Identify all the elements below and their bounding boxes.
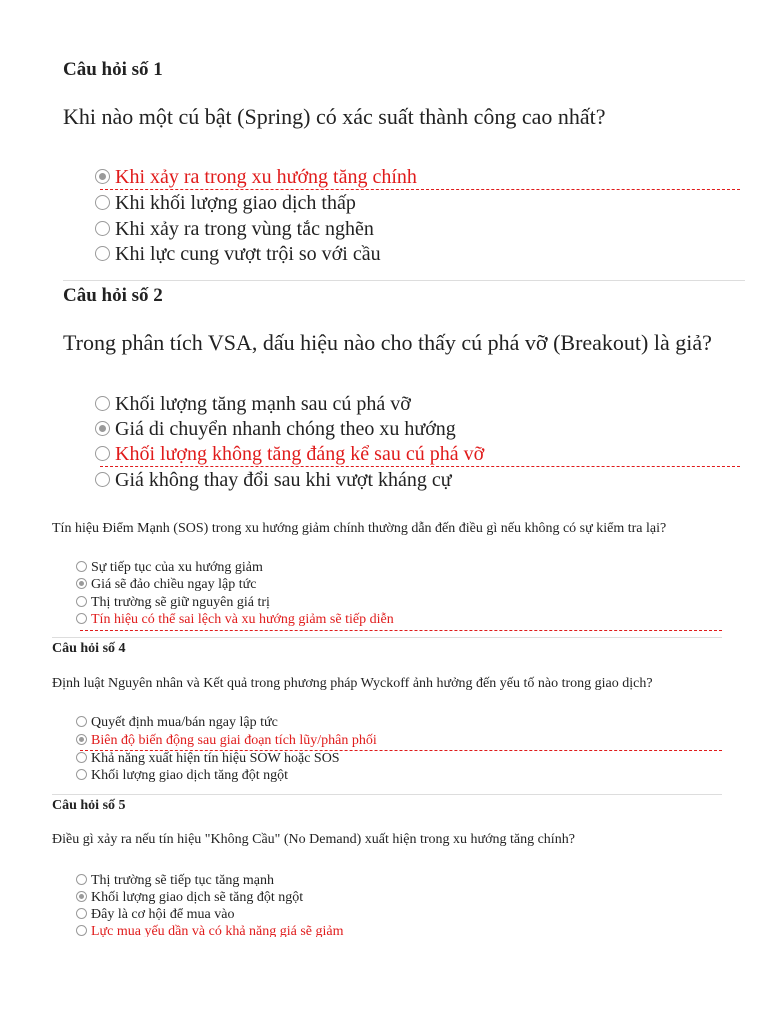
answer-option[interactable] <box>95 243 381 266</box>
answer-option[interactable] <box>76 768 288 784</box>
answer-option-label: Đây là cơ hội để mua vào <box>91 907 235 922</box>
answer-option-label: Khi xảy ra trong vùng tắc nghẽn <box>115 218 374 240</box>
radio-icon[interactable] <box>76 874 87 885</box>
radio-selected-icon[interactable] <box>76 891 87 902</box>
answer-option-label: Thị trường sẽ giữ nguyên giá trị <box>91 595 270 610</box>
answer-option-label: Khi lực cung vượt trội so với cầu <box>115 243 381 265</box>
question-text: Tín hiệu Điểm Mạnh (SOS) trong xu hướng giảm chính thường dẫn đến điều gì nếu không có sự kiểm tra lại? <box>52 521 667 536</box>
radio-icon[interactable] <box>95 246 110 261</box>
answer-option[interactable] <box>76 924 344 937</box>
answer-option-label: Lực mua yếu dần và có khả năng giá sẽ giảm <box>91 924 344 937</box>
question-text: Trong phân tích VSA, dấu hiệu nào cho thấy cú phá vỡ (Breakout) là giả? <box>63 330 712 355</box>
radio-icon[interactable] <box>76 716 87 727</box>
radio-icon[interactable] <box>76 769 87 780</box>
answer-option[interactable] <box>95 443 484 466</box>
answer-option[interactable] <box>95 192 356 215</box>
answer-option-label: Giá sẽ đảo chiều ngay lập tức <box>91 577 257 592</box>
radio-selected-icon[interactable] <box>95 421 110 436</box>
answer-option-label: Quyết định mua/bán ngay lập tức <box>91 715 278 730</box>
highlight-underline <box>100 189 740 190</box>
radio-icon[interactable] <box>95 396 110 411</box>
answer-option-label: Khi khối lượng giao dịch thấp <box>115 192 356 214</box>
answer-option[interactable] <box>76 907 234 923</box>
answer-option-label: Thị trường sẽ tiếp tục tăng mạnh <box>91 873 274 888</box>
answer-option[interactable] <box>76 577 256 593</box>
answer-option-label: Sự tiếp tục của xu hướng giảm <box>91 560 263 575</box>
radio-icon[interactable] <box>76 596 87 607</box>
question-title: Câu hỏi số 4 <box>52 641 126 656</box>
answer-option[interactable] <box>95 469 452 492</box>
radio-selected-icon[interactable] <box>95 169 110 184</box>
radio-icon[interactable] <box>76 908 87 919</box>
question-separator <box>52 637 722 638</box>
radio-icon[interactable] <box>76 561 87 572</box>
answer-option[interactable] <box>76 751 340 767</box>
radio-selected-icon[interactable] <box>76 734 87 745</box>
answer-option-label: Giá di chuyển nhanh chóng theo xu hướng <box>115 418 456 440</box>
question-title: Câu hỏi số 2 <box>63 285 163 306</box>
radio-icon[interactable] <box>95 446 110 461</box>
question-text: Định luật Nguyên nhân và Kết quả trong phương pháp Wyckoff ảnh hưởng đến yếu tố nào trong giao dịch? <box>52 676 653 691</box>
answer-option[interactable] <box>76 595 270 611</box>
answer-option-label: Khi xảy ra trong xu hướng tăng chính <box>115 166 417 188</box>
question-title: Câu hỏi số 1 <box>63 59 163 80</box>
answer-option[interactable] <box>76 733 377 749</box>
answer-option[interactable] <box>76 612 394 628</box>
answer-option-label: Khối lượng giao dịch sẽ tăng đột ngột <box>91 890 304 905</box>
question-text: Khi nào một cú bật (Spring) có xác suất thành công cao nhất? <box>63 104 606 129</box>
question-separator <box>52 794 722 795</box>
answer-option[interactable] <box>76 715 278 731</box>
radio-icon[interactable] <box>76 613 87 624</box>
highlight-underline <box>100 466 740 467</box>
question-separator <box>63 280 745 281</box>
answer-option[interactable] <box>95 393 411 416</box>
answer-option[interactable] <box>76 560 263 576</box>
radio-icon[interactable] <box>95 472 110 487</box>
radio-selected-icon[interactable] <box>76 578 87 589</box>
question-title: Câu hỏi số 5 <box>52 798 126 813</box>
answer-option[interactable] <box>95 166 417 189</box>
answer-option[interactable] <box>76 890 303 906</box>
answer-option[interactable] <box>95 418 456 441</box>
answer-option-label: Tín hiệu có thể sai lệch và xu hướng giảm sẽ tiếp diễn <box>91 612 394 627</box>
radio-icon[interactable] <box>95 195 110 210</box>
clipped-option-container <box>0 924 768 937</box>
answer-option-label: Khối lượng giao dịch tăng đột ngột <box>91 768 288 783</box>
answer-option[interactable] <box>76 873 274 889</box>
question-text: Điều gì xảy ra nếu tín hiệu "Không Cầu" (No Demand) xuất hiện trong xu hướng tăng chính? <box>52 832 575 847</box>
answer-option-label: Khối lượng không tăng đáng kể sau cú phá vỡ <box>115 443 485 465</box>
highlight-underline <box>80 630 722 631</box>
radio-icon[interactable] <box>95 221 110 236</box>
radio-icon[interactable] <box>76 752 87 763</box>
answer-option[interactable] <box>95 218 374 241</box>
answer-option-label: Biên độ biến động sau giai đoạn tích lũy/phân phối <box>91 733 377 748</box>
answer-option-label: Giá không thay đổi sau khi vượt kháng cự <box>115 469 452 491</box>
answer-option-label: Khả năng xuất hiện tín hiệu SOW hoặc SOS <box>91 751 340 766</box>
radio-icon[interactable] <box>76 925 87 936</box>
answer-option-label: Khối lượng tăng mạnh sau cú phá vỡ <box>115 393 411 415</box>
